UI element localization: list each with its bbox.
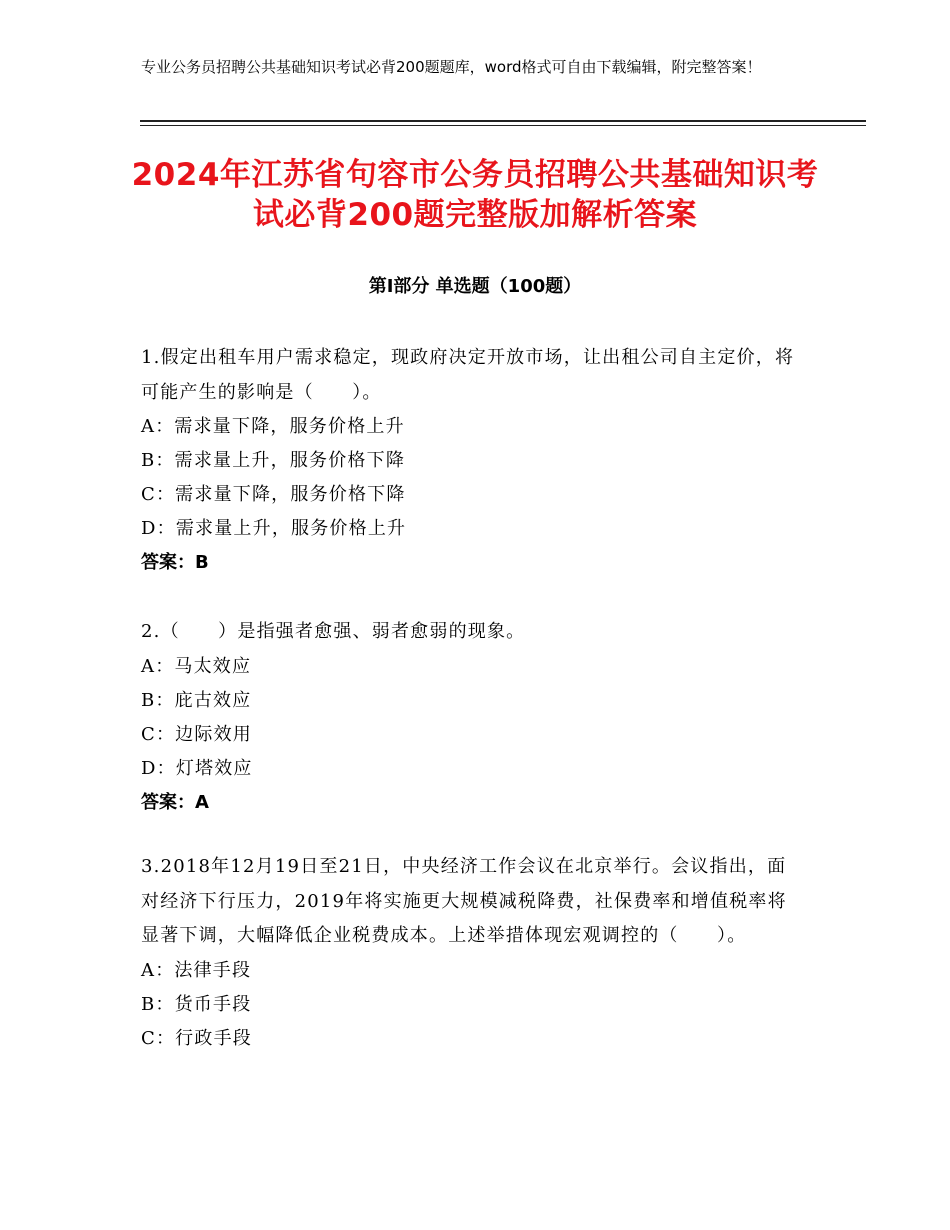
option-d: D：需求量上升，服务价格上升 — [141, 518, 407, 539]
question-stem: 2.（ ）是指强者愈强、弱者愈弱的现象。 — [141, 621, 526, 642]
question-1 — [141, 341, 801, 580]
answer: 答案：A — [141, 791, 209, 813]
question-2 — [141, 615, 801, 820]
question-stem: 3.2018年12月19日至21日，中央经济工作会议在北京举行。会议指出，面对经济下行压力，2019年将实施更大规模减税降费，社保费率和增值税率将显著下调，大幅降低企业税费成本。上述举措体现宏观调控的（ ）。 — [141, 856, 787, 946]
document-title: 2024年江苏省句容市公务员招聘公共基础知识考试必背200题完整版加解析答案 — [131, 157, 819, 233]
option-a: A：需求量下降，服务价格上升 — [141, 416, 405, 437]
option-d: D：灯塔效应 — [141, 757, 253, 779]
option-c: C：边际效用 — [141, 723, 252, 745]
option-a: A：马太效应 — [141, 655, 252, 677]
header-note: 专业公务员招聘公共基础知识考试必背200题题库，word格式可自由下载编辑，附完整答案！ — [141, 58, 762, 76]
option-a: A：法律手段 — [141, 959, 252, 981]
header-divider-thick — [140, 120, 866, 122]
section-title: 第Ⅰ部分 单选题（100题） — [368, 276, 582, 297]
option-c: C：需求量下降，服务价格下降 — [141, 484, 406, 505]
option-c: C：行政手段 — [141, 1027, 252, 1049]
question-stem: 1.假定出租车用户需求稳定，现政府决定开放市场，让出租公司自主定价，将可能产生的影响是（ ）。 — [141, 347, 795, 403]
option-b: B：庇古效应 — [141, 689, 252, 711]
header-divider-thin — [140, 125, 866, 126]
option-b: B：需求量上升，服务价格下降 — [141, 450, 406, 471]
option-b: B：货币手段 — [141, 993, 252, 1015]
question-3 — [141, 850, 801, 1056]
answer: 答案：B — [141, 552, 209, 573]
